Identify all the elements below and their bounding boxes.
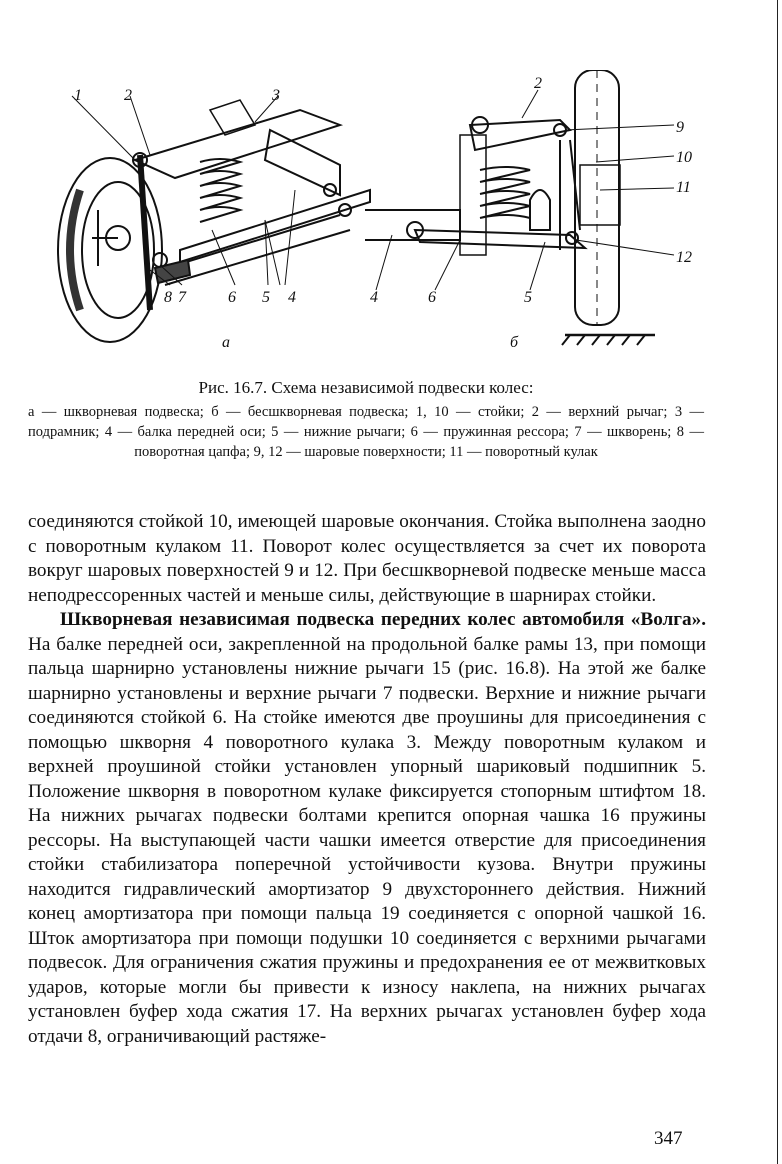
label-a-5: 5: [262, 289, 270, 306]
drawing-a: [58, 96, 370, 342]
label-b-5: 5: [524, 289, 532, 306]
label-b-9: 9: [676, 119, 684, 136]
label-a-4: 4: [288, 289, 296, 306]
label-b-11: 11: [676, 179, 691, 196]
body-text: [28, 510, 706, 1049]
sub-label-b: б: [510, 334, 519, 351]
page-number: 347: [654, 1128, 683, 1149]
paragraph-2-heading: Шкворневая независимая подвеска передних колес автомобиля «Волга».: [60, 609, 706, 630]
figure-caption: Рис. 16.7. Схема независимой подвески колес:: [198, 378, 534, 397]
label-a-7: 7: [178, 289, 186, 306]
suspension-drawing: [40, 70, 740, 370]
paragraph-1: соединяются стойкой 10, имеющей шаровые окончания. Стойка выполнена заодно с поворотным кулаком 11. Поворот колес осуществляется за счет их поворота вокруг шаровых поверхностей 9 и 12. При бесшкворневой подвеске меньше масса неподрессоренных частей и меньше силы, действующие в шарнирах стойки.: [28, 511, 706, 606]
label-b-4: 4: [370, 289, 378, 306]
figure-legend: а — шкворневая подвеска; б — бесшкворневая подвеска; 1, 10 — стойки; 2 — верхний рычаг; 3 — подрамник; 4 — балка передней оси; 5 — нижние рычаги; 6 — пружинная рессора; 7 — шкворень; 8 — поворотная цапфа; 9, 12 — шаровые поверхности; 11 — поворотный кулак: [28, 404, 704, 460]
label-b-12: 12: [676, 249, 692, 266]
label-b-6: 6: [428, 289, 436, 306]
label-a-1: 1: [74, 87, 82, 104]
label-a-2: 2: [124, 87, 132, 104]
label-a-3: 3: [272, 87, 280, 104]
sub-label-a: а: [222, 334, 230, 351]
label-b-10: 10: [676, 149, 692, 166]
label-a-6: 6: [228, 289, 236, 306]
paragraph-2-body: На балке передней оси, закрепленной на продольной балке рамы 13, при помощи пальца шарнирно установлены нижние рычаги 15 (рис. 16.8). На этой же балке шарнирно установлены и верхние рычаги 7 подвески. Верхние и нижние рычаги соединяются стойкой 6. На стойке имеются две проушины для присоединения с помощью шкворня 4 поворотного кулака 3. Между поворотным кулаком и верхней проушиной стойки установлен упорный шариковый подшипник 5. Положение шкворня в поворотном кулаке фиксируется стопорным штифтом 18. На нижних рычагах подвески болтами крепится опорная чашка 16 пружины рессоры. На выступающей части чашки имеется отверстие для присоединения стойки стабилизатора поперечной устойчивости кузова. Внутри пружины находится гидравлический амортизатор 9 двухстороннего действия. Нижний конец амортизатора при помощи пальца 19 соединяется с опорной чашкой 16. Шток амортизатора при помощи подушки 10 соединяется с верхними рычагами подвесок. Для ограничения сжатия пружины и предохранения ее от межвитковых ударов, которые могли бы привести к износу наклепа, на нижних рычагах установлен буфер хода сжатия 17. На верхних рычагах установлен буфер хода отдачи 8, ограничивающий растяже-: [28, 633, 706, 1047]
paragraph-2: [28, 608, 706, 1049]
label-a-8: 8: [164, 289, 172, 306]
drawing-b: [365, 70, 674, 345]
suspension-figure: [40, 70, 740, 370]
page-edge-line: [777, 0, 778, 1164]
label-b-2: 2: [534, 75, 542, 92]
